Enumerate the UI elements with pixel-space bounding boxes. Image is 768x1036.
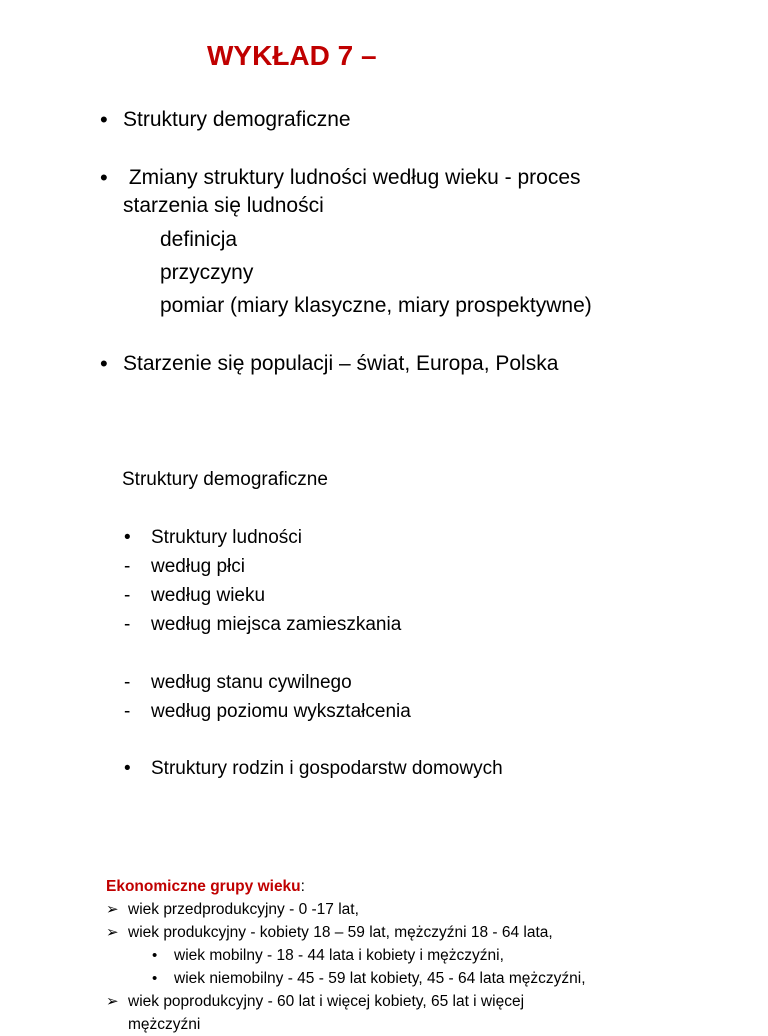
bullet-marker: • <box>152 970 158 987</box>
age-groups-heading-text: Ekonomiczne grupy wieku <box>106 878 301 895</box>
list-item: według poziomu wykształcenia <box>151 701 411 722</box>
age-group-item: wiek poprodukcyjny - 60 lat i więcej kobiety, 65 lat i więcej <box>128 993 525 1010</box>
list-item: według wieku <box>151 585 266 606</box>
dash-marker: - <box>124 585 131 606</box>
topic-subitem: pomiar (miary klasyczne, miary prospektywne) <box>160 294 592 317</box>
age-group-subitem: wiek niemobilny - 45 - 59 lat kobiety, 45 - 64 lata mężczyźni, <box>174 970 586 987</box>
list-item: według stanu cywilnego <box>151 672 352 693</box>
topic-item: Struktury demograficzne <box>123 108 351 131</box>
age-groups-heading <box>106 876 305 898</box>
arrow-marker: ➢ <box>106 993 119 1010</box>
list-item: Struktury rodzin i gospodarstw domowych <box>151 758 503 779</box>
bullet-marker: • <box>100 351 108 376</box>
arrow-marker: ➢ <box>106 901 119 918</box>
topic-item-continued: starzenia się ludności <box>123 194 324 217</box>
dash-marker: - <box>124 614 131 635</box>
dash-marker: - <box>124 701 131 722</box>
topic-item: Starzenie się populacji – świat, Europa, Polska <box>123 352 559 375</box>
dash-marker: - <box>124 672 131 693</box>
topic-subitem: przyczyny <box>160 261 254 284</box>
list-item: Struktury ludności <box>151 527 303 548</box>
topic-item: Zmiany struktury ludności według wieku - proces <box>123 166 581 189</box>
page-title: WYKŁAD 7 – <box>207 40 377 71</box>
list-item: według miejsca zamieszkania <box>151 614 402 635</box>
dash-marker: - <box>124 556 131 577</box>
section-heading: Struktury demograficzne <box>122 469 328 490</box>
bullet-marker: • <box>100 165 108 190</box>
age-group-subitem: wiek mobilny - 18 - 44 lata i kobiety i mężczyźni, <box>174 947 504 964</box>
age-groups-heading-colon: : <box>300 878 305 895</box>
list-item: według płci <box>151 556 245 577</box>
age-group-item-continued: mężczyźni <box>128 1016 201 1033</box>
age-group-item: wiek przedprodukcyjny - 0 -17 lat, <box>128 901 359 918</box>
age-group-item: wiek produkcyjny - kobiety 18 – 59 lat, mężczyźni 18 - 64 lata, <box>128 924 553 941</box>
bullet-marker: • <box>124 758 131 779</box>
bullet-marker: • <box>124 527 131 548</box>
bullet-marker: • <box>100 107 108 132</box>
bullet-marker: • <box>152 947 158 964</box>
topic-subitem: definicja <box>160 228 238 251</box>
arrow-marker: ➢ <box>106 924 119 941</box>
